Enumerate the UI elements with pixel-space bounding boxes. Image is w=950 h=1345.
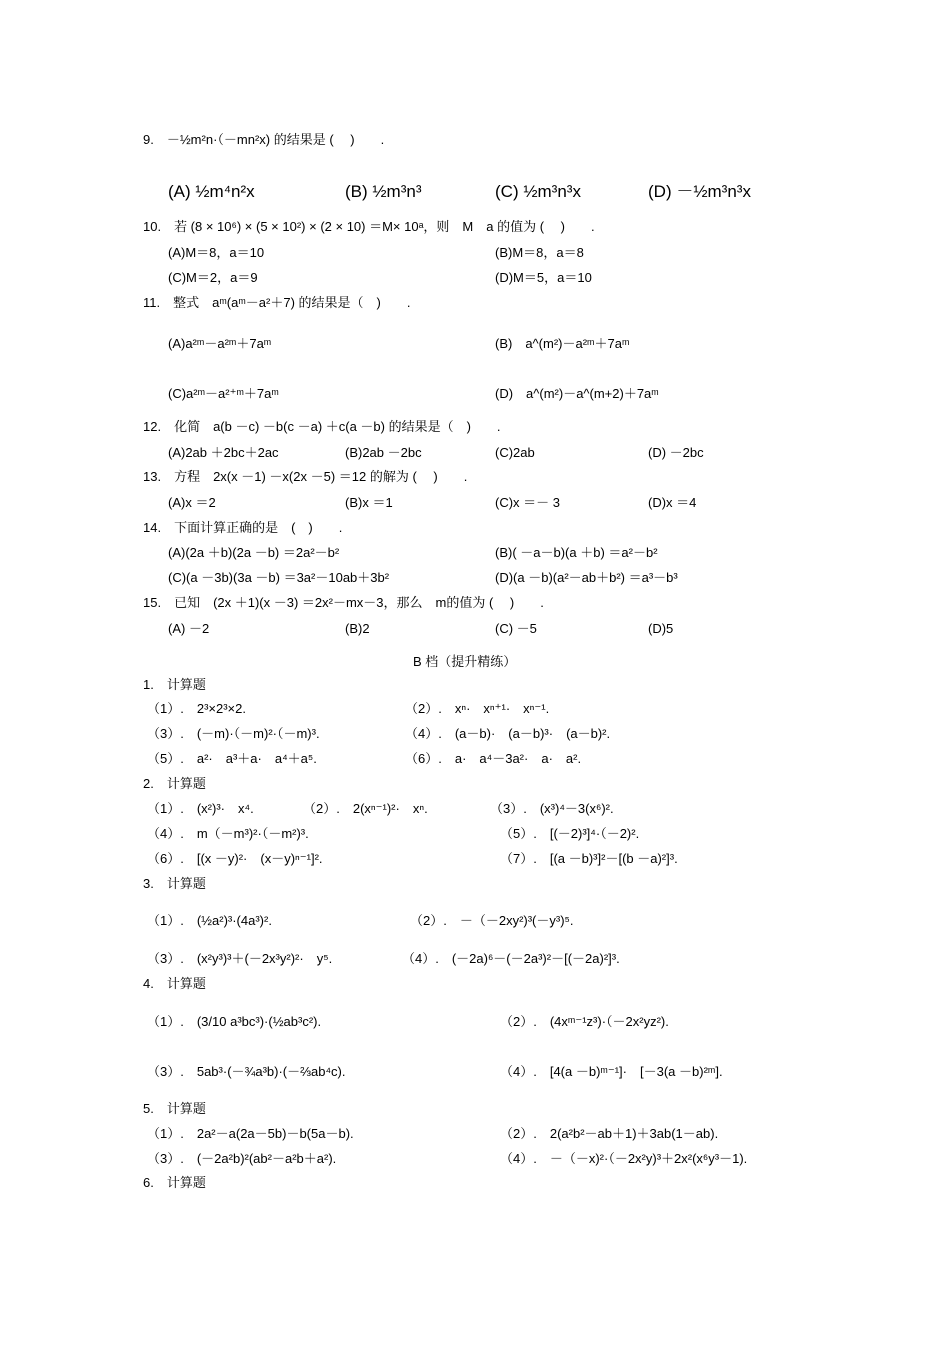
question-14-option-b: (B)( －a－b)(a ＋b) ＝a²－b² <box>495 545 658 560</box>
problem-3-item-4: （4）. (－2a)⁶－(－2a³)²－[(－2a)²]³. <box>402 951 620 966</box>
question-13-option-d: (D)x ＝4 <box>648 495 697 510</box>
question-11-option-d: (D) a^(m²)－a^(m+2)＋7aᵐ <box>495 386 659 401</box>
section-b-title: B 档（提升精练） <box>413 654 517 669</box>
problem-1-item-2: （2）. xⁿ· xⁿ⁺¹· xⁿ⁻¹. <box>405 701 550 716</box>
question-13-option-a: (A)x ＝2 <box>168 495 216 510</box>
question-9-option-b: (B) ½m³n³ <box>345 182 422 201</box>
problem-5-item-4: （4）. －（－x)²·（－2x²y)³＋2x²(x⁶y³－1). <box>500 1151 748 1166</box>
question-15-option-d: (D)5 <box>648 621 674 636</box>
problem-4-item-3: （3）. 5ab³·(－¾a³b)·(－⅔ab⁴c). <box>147 1064 346 1079</box>
problem-3-item-3: （3）. (x²y³)³＋(－2x³y²)²· y⁵. <box>147 951 333 966</box>
problem-5-item-2: （2）. 2(a²b²－ab＋1)＋3ab(1－ab). <box>500 1126 719 1141</box>
problem-6-heading: 6. 计算题 <box>143 1175 206 1190</box>
problem-1-item-6: （6）. a· a⁴－3a²· a· a². <box>405 751 582 766</box>
question-11-option-c: (C)a²ᵐ－a²⁺ᵐ＋7aᵐ <box>168 386 279 401</box>
problem-1-item-1: （1）. 2³×2³×2. <box>147 701 246 716</box>
question-15-option-c: (C) －5 <box>495 621 537 636</box>
question-12-option-d: (D) －2bc <box>648 445 704 460</box>
question-9-option-d: (D) －½m³n³x <box>648 182 751 201</box>
question-15-option-a: (A) －2 <box>168 621 210 636</box>
question-14-option-d: (D)(a －b)(a²－ab＋b²) ＝a³－b³ <box>495 570 678 585</box>
question-15-stem: 15. 已知 (2x ＋1)(x －3) ＝2x²－mx－3，那么 m的值为 ( ) . <box>143 595 544 610</box>
problem-5-heading: 5. 计算题 <box>143 1101 206 1116</box>
question-9-option-a: (A) ½m⁴n²x <box>168 182 255 201</box>
question-11-option-b: (B) a^(m²)－a²ᵐ＋7aᵐ <box>495 336 630 351</box>
problem-5-item-1: （1）. 2a²－a(2a－5b)－b(5a－b). <box>147 1126 354 1141</box>
problem-1-item-4: （4）. (a－b)· (a－b)³· (a－b)². <box>405 726 611 741</box>
question-14-option-c: (C)(a －3b)(3a －b) ＝3a²－10ab＋3b² <box>168 570 390 585</box>
question-13-stem: 13. 方程 2x(x －1) －x(2x －5) ＝12 的解为 ( ) . <box>143 469 468 484</box>
question-12-option-c: (C)2ab <box>495 445 535 460</box>
question-15-option-b: (B)2 <box>345 621 370 636</box>
problem-3-item-2: （2）. －（－2xy²)³(－y³)⁵. <box>410 913 574 928</box>
question-13-option-b: (B)x ＝1 <box>345 495 393 510</box>
question-14-option-a: (A)(2a ＋b)(2a －b) ＝2a²－b² <box>168 545 340 560</box>
problem-2-item-7: （7）. [(a －b)³]²－[(b －a)²]³. <box>500 851 678 866</box>
problem-3-item-1: （1）. (½a²)³·(4a³)². <box>147 913 272 928</box>
question-9-option-c: (C) ½m³n³x <box>495 182 581 201</box>
question-10-option-d: (D)M＝5，a＝10 <box>495 270 592 285</box>
question-12-stem: 12. 化简 a(b －c) －b(c －a) ＋c(a －b) 的结果是（ ) . <box>143 419 501 434</box>
problem-2-item-2: （2）. 2(xⁿ⁻¹)²· xⁿ. <box>303 801 428 816</box>
question-11-stem: 11. 整式 aᵐ(aᵐ－a²＋7) 的结果是（ ) . <box>143 295 411 310</box>
question-11-option-a: (A)a²ᵐ－a²ᵐ＋7aᵐ <box>168 336 272 351</box>
problem-4-item-4: （4）. [4(a －b)ᵐ⁻¹]· [－3(a －b)²ᵐ]. <box>500 1064 723 1079</box>
problem-4-heading: 4. 计算题 <box>143 976 206 991</box>
question-9-stem: 9. －½m²n·（－mn²x) 的结果是 ( ) . <box>143 132 385 147</box>
question-13-option-c: (C)x ＝－ 3 <box>495 495 561 510</box>
problem-4-item-2: （2）. (4xᵐ⁻¹z³)·（－2x²yz²). <box>500 1014 669 1029</box>
problem-2-item-1: （1）. (x²)³· x⁴. <box>147 801 254 816</box>
question-10-option-c: (C)M＝2，a＝9 <box>168 270 258 285</box>
problem-4-item-1: （1）. (3/10 a³bc³)·(½ab³c²). <box>147 1014 322 1029</box>
question-10-stem: 10. 若 (8 × 10⁶) × (5 × 10²) × (2 × 10) ＝M× 10ᵃ，则 M a 的值为 ( ) . <box>143 219 595 234</box>
question-12-option-b: (B)2ab －2bc <box>345 445 422 460</box>
problem-2-heading: 2. 计算题 <box>143 776 206 791</box>
question-10-option-b: (B)M＝8，a＝8 <box>495 245 584 260</box>
problem-2-item-4: （4）. m（－m³)²·（－m²)³. <box>147 826 309 841</box>
problem-2-item-5: （5）. [(－2)³]⁴·（－2)². <box>500 826 640 841</box>
problem-1-heading: 1. 计算题 <box>143 677 206 692</box>
question-14-stem: 14. 下面计算正确的是 ( ) . <box>143 520 343 535</box>
problem-5-item-3: （3）. (－2a²b)²(ab²－a²b＋a²). <box>147 1151 337 1166</box>
question-10-option-a: (A)M＝8，a＝10 <box>168 245 265 260</box>
problem-1-item-5: （5）. a²· a³＋a· a⁴＋a⁵. <box>147 751 317 766</box>
problem-1-item-3: （3）. (－m)·（－m)²·（－m)³. <box>147 726 320 741</box>
problem-3-heading: 3. 计算题 <box>143 876 206 891</box>
problem-2-item-6: （6）. [(x －y)²· (x－y)ⁿ⁻¹]². <box>147 851 323 866</box>
question-12-option-a: (A)2ab ＋2bc＋2ac <box>168 445 279 460</box>
problem-2-item-3: （3）. (x³)⁴－3(x⁶)². <box>490 801 614 816</box>
